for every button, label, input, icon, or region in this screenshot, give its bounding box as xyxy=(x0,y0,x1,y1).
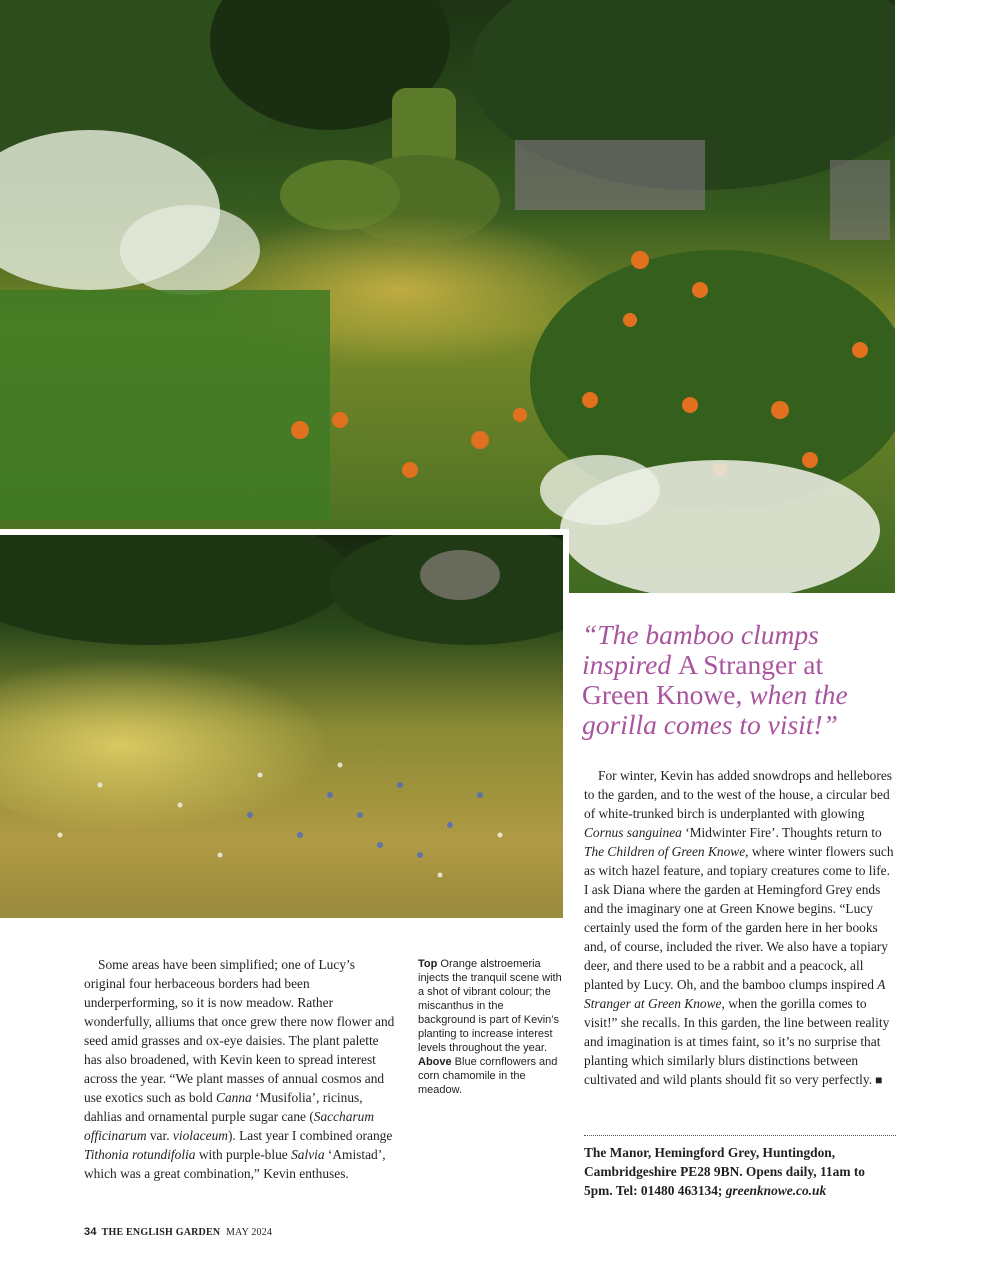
caption-text-top: Orange alstroemeria injects the tranquil scene with a shot of vibrant colour; the miscanthus in the background is part of Kevin’s planting to increase interest levels throughout the year. xyxy=(418,958,562,1054)
text-run: ). Last year I combined orange xyxy=(227,1128,393,1143)
page-number: 34 xyxy=(84,1226,97,1238)
magazine-name: THE ENGLISH GARDEN xyxy=(101,1227,221,1238)
caption-label-top: Top xyxy=(418,958,438,970)
text-run: , when the gorilla comes to visit!” she recalls. In this garden, the line between reality and imagination is at times faint, so it’s no surprise that planting which similarly blurs distinctions between cultivated and wild plants should fit so very perfectly. xyxy=(584,996,890,1087)
pull-quote xyxy=(582,620,892,740)
caption-text-above: Blue cornflowers and corn chamomile in the meadow. xyxy=(418,1056,558,1096)
pull-quote-lead: “The bamboo clumps inspired xyxy=(582,619,819,680)
text-run: with purple-blue xyxy=(195,1147,292,1162)
website-link[interactable]: greenknowe.co.uk xyxy=(725,1183,827,1198)
text-run: ‘Musifolia’, ricinus, dahlias and ornamental purple sugar cane ( xyxy=(84,1090,363,1124)
top-garden-photo xyxy=(0,0,895,593)
body-paragraph xyxy=(584,766,896,1090)
italic-run: violaceum xyxy=(172,1128,228,1143)
meadow-photo xyxy=(0,529,569,918)
body-column-right xyxy=(584,766,896,1090)
pull-quote-tail: , when the gorilla comes to visit!” xyxy=(582,679,848,740)
dotted-divider xyxy=(584,1135,896,1136)
pull-quote-book-title: A Stranger at Green Knowe xyxy=(582,649,824,710)
text-run: , where winter flowers such as witch hazel feature, and topiary creatures come to life. I ask Diana where the garden at Hemingford Grey ends and the imaginary one at Green Knowe begins. “Lucy certainly used the form of the garden here in her books and, of course, included the river. We also have a topiary deer, and there used to be a rabbit and a peacock, all planted by Lucy. Oh, and the bamboo clumps inspired xyxy=(584,844,894,992)
italic-run: A Stranger at Green Knowe xyxy=(584,977,886,1011)
text-run: var. xyxy=(146,1128,173,1143)
photo-caption xyxy=(418,957,563,1097)
end-mark-icon: ■ xyxy=(872,1073,883,1087)
italic-run: Tithonia rotundifolia xyxy=(84,1147,196,1162)
garden-address xyxy=(584,1143,896,1200)
italic-run: Cornus sanguinea xyxy=(584,825,682,840)
address-text: The Manor, Hemingford Grey, Huntingdon, Cambridgeshire PE28 9BN. Opens daily, 11am to 5pm. Tel: 01480 463134; xyxy=(584,1145,865,1198)
italic-run: Salvia xyxy=(291,1147,325,1162)
text-run: ‘Amistad’, which was a great combination,” Kevin enthuses. xyxy=(84,1147,386,1181)
issue-date: MAY 2024 xyxy=(225,1227,273,1238)
italic-run: Canna xyxy=(216,1090,252,1105)
italic-run: The Children of Green Knowe xyxy=(584,844,746,859)
body-column-left xyxy=(84,955,398,1183)
italic-run: Saccharum officinarum xyxy=(84,1109,375,1143)
text-run: Some areas have been simplified; one of Lucy’s original four herbaceous borders had been underperforming, so it is now meadow. Rather wonderfully, alliums that once grew there now flower and seed amid grasses and ox-eye daisies. The plant palette has also broadened, with Kevin keen to spread interest across the year. “We plant masses of annual cosmos and use exotics such as bold xyxy=(84,957,395,1105)
text-run: ‘Midwinter Fire’. Thoughts return to xyxy=(681,825,882,840)
body-paragraph xyxy=(84,955,398,1183)
text-run: For winter, Kevin has added snowdrops and hellebores to the garden, and to the west of the house, a circular bed of white-trunked birch is underplanted with glowing xyxy=(584,768,892,821)
caption-label-above: Above xyxy=(418,1056,452,1068)
page-footer xyxy=(84,1226,272,1238)
